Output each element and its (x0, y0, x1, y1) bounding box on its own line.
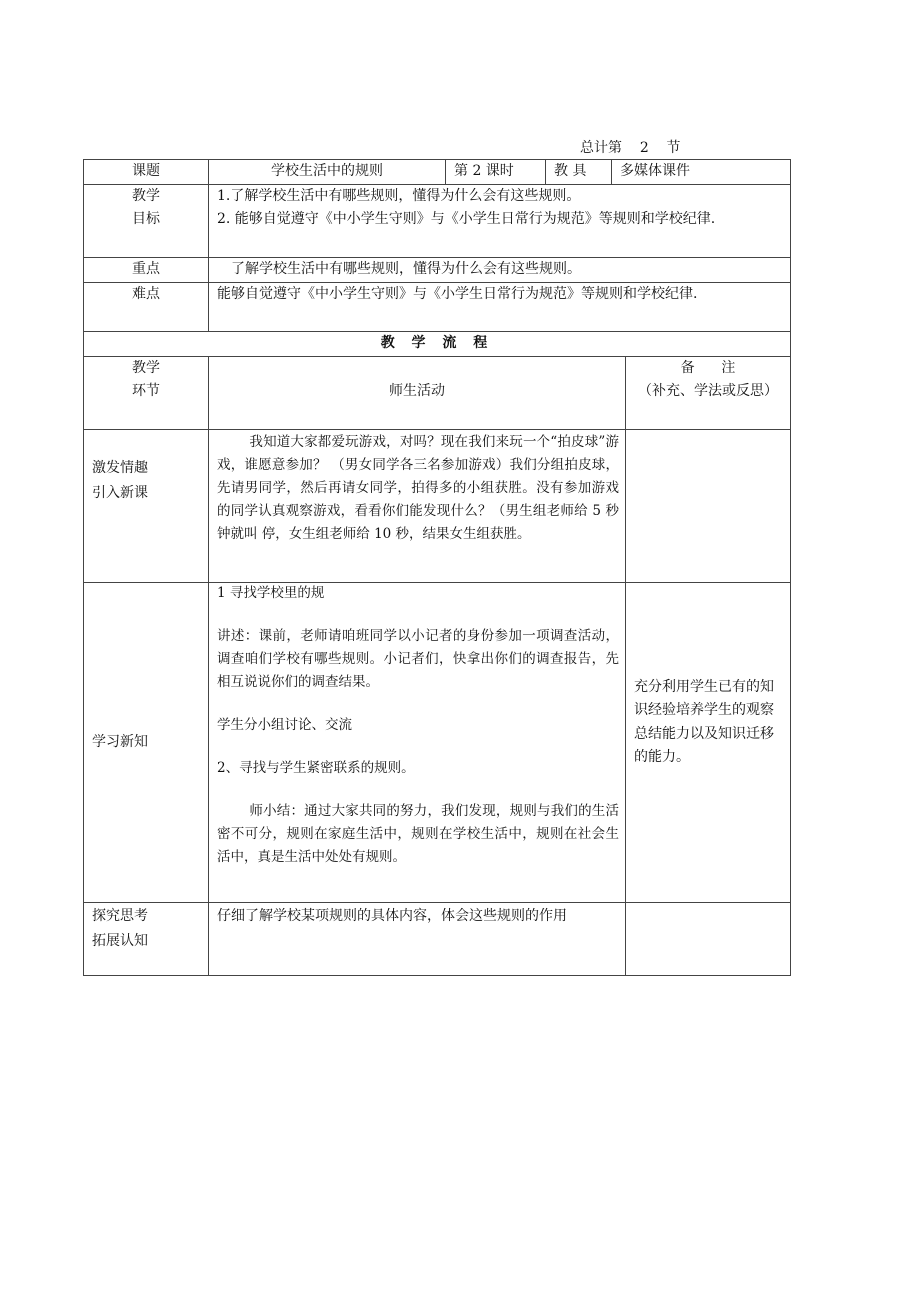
total-suffix: 节 (666, 140, 681, 156)
topic-label: 课题 (84, 160, 209, 185)
activity-teacher-summary: 师小结：通过大家共同的努力，我们发现，规则与我们的生活密不可分，规则在家庭生活中，规则在学校生活中，规则在社会生活中，真是生活中处处有规则。 (217, 803, 619, 865)
section-new-knowledge-row (84, 583, 791, 903)
goals-label-line2: 目标 (132, 211, 160, 227)
flow-stage-header-line1: 教学 (132, 360, 160, 376)
flow-title-row (84, 332, 791, 357)
section-new-knowledge-note: 充分利用学生已有的知识经验培养学生的观察总结能力以及知识迁移的能力。 (626, 583, 791, 903)
goal-item-1: 1.了解学校生活中有哪些规则，懂得为什么会有这些规则。 (217, 188, 581, 204)
flow-stage-header-line2: 环节 (132, 383, 160, 399)
flow-stage-header (84, 357, 209, 430)
activity-step-1: 1 寻找学校里的规 (217, 585, 325, 601)
difficulty-text: 能够自觉遵守《中小学生守则》与《小学生日常行为规范》等规则和学校纪律. (209, 283, 791, 332)
flow-title: 教 学 流 程 (84, 332, 791, 357)
activity-group-discussion: 学生分小组讨论、交流 (217, 717, 352, 733)
key-point-row (84, 258, 791, 283)
key-point-label: 重点 (84, 258, 209, 283)
section-extension-row (84, 903, 791, 976)
total-number: 2 (639, 140, 649, 156)
flow-notes-header-line2: （补充、学法或反思） (638, 383, 778, 399)
difficulty-row (84, 283, 791, 332)
tools-value: 多媒体课件 (612, 160, 791, 185)
lesson-plan-table (83, 159, 791, 976)
section-motivation-note (626, 430, 791, 583)
goals-content (209, 185, 791, 258)
goal-item-2: 2. 能够自觉遵守《中小学生守则》与《小学生日常行为规范》等规则和学校纪律. (217, 211, 716, 227)
section-motivation-row (84, 430, 791, 583)
section-new-knowledge-stage: 学习新知 (84, 583, 209, 903)
total-lesson-count (580, 137, 681, 157)
goals-row (84, 185, 791, 258)
activity-lecture: 讲述：课前，老师请咱班同学以小记者的身份参加一项调查活动，调查咱们学校有哪些规则。小记者们，快拿出你们的调查报告，先相互说说你们的调查结果。 (217, 628, 619, 690)
lesson-number: 第 2 课时 (446, 160, 546, 185)
goals-label (84, 185, 209, 258)
section-new-knowledge-activity (209, 583, 626, 903)
goals-label-line1: 教学 (132, 188, 160, 204)
section-motivation-activity: 我知道大家都爱玩游戏，对吗？现在我们来玩一个“拍皮球”游戏，谁愿意参加？ （男女同学各三名参加游戏）我们分组拍皮球，先请男同学，然后再请女同学，拍得多的小组获胜。没有参加游戏的同学认真观察游戏，看看你们能发现什么？（男生组老师给 5 秒钟就叫 停，女生组老师给 10 秒，结果女生组获胜。 (209, 430, 626, 583)
section-motivation-stage-line1: 激发情趣 (92, 460, 148, 476)
section-extension-activity: 仔细了解学校某项规则的具体内容，体会这些规则的作用 (209, 903, 626, 976)
flow-header-row (84, 357, 791, 430)
section-extension-stage-line2: 拓展认知 (92, 933, 148, 949)
flow-notes-header-line1: 备 注 (680, 360, 736, 376)
activity-step-2: 2、寻找与学生紧密联系的规则。 (217, 760, 415, 776)
tools-label: 教 具 (546, 160, 612, 185)
difficulty-label: 难点 (84, 283, 209, 332)
flow-activity-header: 师生活动 (209, 357, 626, 430)
key-point-text: 了解学校生活中有哪些规则，懂得为什么会有这些规则。 (209, 258, 791, 283)
section-extension-stage-line1: 探究思考 (92, 908, 148, 924)
section-extension-note (626, 903, 791, 976)
section-extension-stage (84, 903, 209, 976)
flow-notes-header (626, 357, 791, 430)
total-prefix: 总计第 (580, 140, 622, 156)
section-motivation-stage-line2: 引入新课 (92, 485, 148, 501)
info-row (84, 160, 791, 185)
section-motivation-stage (84, 430, 209, 583)
topic-value: 学校生活中的规则 (209, 160, 446, 185)
